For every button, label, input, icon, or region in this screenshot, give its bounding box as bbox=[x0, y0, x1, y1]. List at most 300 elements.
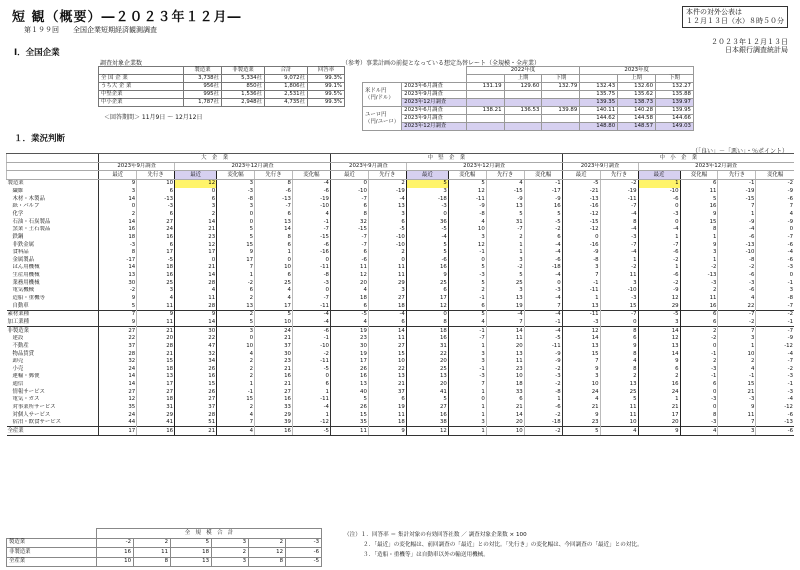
value-cell: -6 bbox=[292, 327, 330, 335]
coverage-cell: 1,536社 bbox=[222, 91, 265, 99]
coverage-header: 回答率 bbox=[308, 67, 345, 75]
value-cell: -12 bbox=[562, 226, 600, 234]
value-cell: 7 bbox=[524, 302, 562, 310]
industry-row bbox=[7, 295, 795, 303]
fx-currency-name: 米ドル円 bbox=[365, 87, 387, 94]
value-cell: -16 bbox=[562, 241, 600, 249]
value-cell: 0 bbox=[292, 373, 330, 381]
header-row bbox=[7, 154, 795, 163]
value-cell: 17 bbox=[255, 302, 293, 310]
value-cell: 6 bbox=[524, 233, 562, 241]
value-cell: -4 bbox=[600, 226, 638, 234]
value-cell: 17 bbox=[137, 249, 175, 257]
fx-currency-unit: （円/ユーロ） bbox=[365, 118, 400, 125]
value-cell: 20 bbox=[486, 419, 524, 427]
value-cell: 12 bbox=[406, 427, 448, 436]
value-cell: -10 bbox=[292, 342, 330, 350]
value-cell: 9 bbox=[175, 310, 217, 318]
all-sizes-cell: -3 bbox=[286, 538, 322, 548]
value-cell: 1 bbox=[217, 272, 255, 280]
col-forecast: 先行き bbox=[486, 171, 524, 180]
value-cell: 3 bbox=[562, 373, 600, 381]
value-cell: 37 bbox=[99, 342, 137, 350]
fx-rate bbox=[542, 115, 580, 123]
fx-rate bbox=[466, 115, 504, 123]
value-cell: 17 bbox=[638, 411, 680, 419]
value-cell: 1 bbox=[680, 233, 718, 241]
value-cell: 6 bbox=[255, 210, 293, 218]
value-cell: -10 bbox=[600, 287, 638, 295]
page-title: 短 観（概要）―２０２３年１２月― bbox=[12, 10, 242, 25]
value-cell: -2 bbox=[524, 226, 562, 234]
value-cell: -4 bbox=[524, 327, 562, 335]
value-cell: -2 bbox=[680, 335, 718, 343]
value-cell: 1 bbox=[638, 396, 680, 404]
industry-row bbox=[7, 179, 795, 187]
value-cell: 41 bbox=[137, 419, 175, 427]
coverage-label: 全 国 企 業 bbox=[99, 75, 184, 83]
value-cell: 21 bbox=[255, 335, 293, 343]
value-cell: 21 bbox=[137, 327, 175, 335]
value-cell: -8 bbox=[756, 295, 794, 303]
value-cell: -4 bbox=[600, 210, 638, 218]
value-cell: 22 bbox=[175, 335, 217, 343]
value-cell: 11 bbox=[330, 427, 368, 436]
value-cell: 3 bbox=[217, 203, 255, 211]
value-cell: 16 bbox=[406, 411, 448, 419]
value-cell: 6 bbox=[680, 318, 718, 326]
value-cell: -2 bbox=[524, 411, 562, 419]
value-cell: 13 bbox=[486, 203, 524, 211]
value-cell: 27 bbox=[255, 388, 293, 396]
header-row bbox=[7, 162, 795, 171]
value-cell: 6 bbox=[638, 365, 680, 373]
all-sizes-table bbox=[6, 528, 322, 567]
value-cell: 11 bbox=[368, 264, 406, 272]
value-cell: 15 bbox=[600, 302, 638, 310]
industry-label: 非製造業 bbox=[7, 327, 99, 335]
value-cell: 10 bbox=[718, 350, 756, 358]
value-cell: 16 bbox=[99, 226, 137, 234]
value-cell: 6 bbox=[137, 210, 175, 218]
value-cell: 2 bbox=[638, 373, 680, 381]
industry-label: 対事業所サービス bbox=[12, 404, 56, 411]
value-cell: -9 bbox=[718, 218, 756, 226]
value-cell: 11 bbox=[680, 295, 718, 303]
col-forecast: 先行き bbox=[137, 171, 175, 180]
value-cell: 9 bbox=[99, 179, 137, 187]
value-cell: -3 bbox=[600, 233, 638, 241]
value-cell: -13 bbox=[680, 272, 718, 280]
value-cell: 19 bbox=[368, 404, 406, 412]
coverage-cell: 995社 bbox=[184, 91, 222, 99]
value-cell: 18 bbox=[368, 419, 406, 427]
value-cell: 3 bbox=[718, 335, 756, 343]
value-cell: 19 bbox=[330, 327, 368, 335]
value-cell: -3 bbox=[448, 272, 486, 280]
value-cell: 8 bbox=[680, 226, 718, 234]
value-cell: -8 bbox=[562, 256, 600, 264]
fx-fy2023: 2023年度 bbox=[580, 67, 694, 75]
industry-label: 加工業種 bbox=[7, 318, 30, 325]
col-recent: 最近 bbox=[330, 171, 368, 180]
coverage-cell: 2,531社 bbox=[265, 91, 308, 99]
value-cell: 5 bbox=[486, 210, 524, 218]
value-cell: 24 bbox=[99, 365, 137, 373]
industry-row bbox=[7, 226, 795, 234]
value-cell: 8 bbox=[330, 210, 368, 218]
value-cell: 24 bbox=[638, 388, 680, 396]
industry-label: 情報サービス bbox=[12, 388, 45, 395]
value-cell: 9 bbox=[638, 427, 680, 436]
value-cell: 23 bbox=[562, 419, 600, 427]
value-cell: 13 bbox=[217, 302, 255, 310]
value-cell: 12 bbox=[562, 327, 600, 335]
value-cell: 21 bbox=[638, 404, 680, 412]
fx-rate: 149.03 bbox=[656, 123, 694, 131]
value-cell: 5 bbox=[562, 427, 600, 436]
value-cell: -7 bbox=[292, 295, 330, 303]
value-cell: 4 bbox=[600, 358, 638, 366]
value-cell: 16 bbox=[255, 427, 293, 436]
value-cell: 5 bbox=[330, 396, 368, 404]
value-cell: -3 bbox=[680, 279, 718, 287]
value-cell: -12 bbox=[292, 419, 330, 427]
industry-label: 運輸・郵便 bbox=[12, 373, 40, 380]
value-cell: 25 bbox=[137, 279, 175, 287]
value-cell: 8 bbox=[99, 249, 137, 257]
value-cell: -2 bbox=[638, 279, 680, 287]
value-cell: -6 bbox=[756, 411, 794, 419]
value-cell: 13 bbox=[562, 302, 600, 310]
industry-row bbox=[7, 335, 795, 343]
value-cell: 30 bbox=[175, 327, 217, 335]
value-cell: -15 bbox=[330, 226, 368, 234]
value-cell: -16 bbox=[562, 203, 600, 211]
value-cell: 4 bbox=[255, 295, 293, 303]
value-cell: 11 bbox=[368, 335, 406, 343]
footnote-3: ３．「造船・重機等」は自動車以外の輸送用機械。 bbox=[363, 552, 489, 558]
value-cell: -3 bbox=[756, 373, 794, 381]
value-cell: 14 bbox=[486, 411, 524, 419]
survey-sep-header: 2023年9月調査 bbox=[562, 162, 638, 171]
value-cell: 14 bbox=[175, 318, 217, 326]
value-cell: 4 bbox=[756, 210, 794, 218]
value-cell: 6 bbox=[448, 302, 486, 310]
value-cell: -9 bbox=[756, 188, 794, 196]
col-forecast: 先行き bbox=[600, 171, 638, 180]
value-cell: 14 bbox=[638, 350, 680, 358]
value-cell: -1 bbox=[448, 327, 486, 335]
value-cell: 4 bbox=[255, 287, 293, 295]
value-cell: 5 bbox=[406, 249, 448, 257]
value-cell: 6 bbox=[368, 318, 406, 326]
col-recent: 最近 bbox=[562, 171, 600, 180]
value-cell: 4 bbox=[217, 411, 255, 419]
value-cell: 4 bbox=[330, 287, 368, 295]
value-cell: 1 bbox=[217, 381, 255, 389]
value-cell: 0 bbox=[680, 388, 718, 396]
value-cell: 19 bbox=[486, 302, 524, 310]
value-cell: 0 bbox=[217, 218, 255, 226]
value-cell: 21 bbox=[175, 264, 217, 272]
value-cell: 6 bbox=[600, 335, 638, 343]
value-cell: 12 bbox=[99, 396, 137, 404]
value-cell: 2 bbox=[217, 365, 255, 373]
survey-dec-header: 2023年12月調査 bbox=[406, 162, 562, 171]
value-cell: 18 bbox=[406, 327, 448, 335]
value-cell: 18 bbox=[486, 381, 524, 389]
value-cell: 22 bbox=[368, 365, 406, 373]
all-sizes-cell: 10 bbox=[97, 557, 134, 567]
value-cell: -3 bbox=[680, 419, 718, 427]
fx-rate: 132.43 bbox=[580, 83, 618, 91]
value-cell: 7 bbox=[718, 327, 756, 335]
value-cell: 3 bbox=[99, 188, 137, 196]
value-cell: 9 bbox=[562, 365, 600, 373]
value-cell: 9 bbox=[406, 272, 448, 280]
value-cell: 28 bbox=[175, 411, 217, 419]
value-cell: -3 bbox=[680, 365, 718, 373]
value-cell: 0 bbox=[524, 279, 562, 287]
value-cell: -2 bbox=[217, 279, 255, 287]
value-cell: 4 bbox=[562, 396, 600, 404]
value-cell: -7 bbox=[756, 233, 794, 241]
value-cell: 8 bbox=[680, 411, 718, 419]
value-cell: 10 bbox=[137, 179, 175, 187]
col-forecast: 先行き bbox=[255, 171, 293, 180]
industry-row bbox=[7, 388, 795, 396]
value-cell: -18 bbox=[406, 195, 448, 203]
corner-cell bbox=[7, 171, 99, 180]
fx-rate: 140.28 bbox=[618, 107, 656, 115]
industry-row bbox=[7, 381, 795, 389]
all-sizes-cell: 16 bbox=[97, 548, 134, 558]
value-cell: 10 bbox=[600, 419, 638, 427]
coverage-label: うち大 企 業 bbox=[99, 83, 184, 91]
value-cell: -2 bbox=[524, 427, 562, 436]
value-cell: -9 bbox=[756, 335, 794, 343]
value-cell: 31 bbox=[137, 404, 175, 412]
industry-label: 小売 bbox=[12, 365, 24, 372]
value-cell: 1 bbox=[562, 295, 600, 303]
industry-row bbox=[7, 373, 795, 381]
value-cell: 3 bbox=[562, 264, 600, 272]
value-cell: 7 bbox=[448, 381, 486, 389]
value-cell: 6 bbox=[368, 396, 406, 404]
fx-rate: 139.89 bbox=[542, 107, 580, 115]
publication-info bbox=[711, 38, 788, 54]
release-notice bbox=[682, 6, 788, 28]
coverage-cell: 2,948社 bbox=[222, 99, 265, 107]
value-cell: 8 bbox=[255, 179, 293, 187]
value-cell: -2 bbox=[718, 318, 756, 326]
value-cell: -6 bbox=[638, 195, 680, 203]
value-cell: 21 bbox=[175, 226, 217, 234]
value-cell: -10 bbox=[638, 188, 680, 196]
value-cell: -15 bbox=[718, 195, 756, 203]
value-cell: 6 bbox=[330, 302, 368, 310]
col-change: 変化幅 bbox=[680, 171, 718, 180]
value-cell: -4 bbox=[292, 310, 330, 318]
industry-label: 全産業 bbox=[7, 427, 99, 436]
value-cell: -7 bbox=[330, 233, 368, 241]
value-cell: 13 bbox=[486, 350, 524, 358]
value-cell: 8 bbox=[600, 218, 638, 226]
value-cell: 14 bbox=[99, 218, 137, 226]
industry-label: はん用機械 bbox=[12, 264, 40, 271]
value-cell: 9 bbox=[600, 342, 638, 350]
value-cell: 16 bbox=[406, 264, 448, 272]
value-cell: 15 bbox=[330, 411, 368, 419]
fx-row bbox=[363, 83, 694, 91]
value-cell: 21 bbox=[255, 381, 293, 389]
industry-row bbox=[7, 318, 795, 326]
value-cell: 44 bbox=[99, 419, 137, 427]
value-cell: -1 bbox=[756, 279, 794, 287]
value-cell: -4 bbox=[368, 195, 406, 203]
value-cell: 39 bbox=[255, 419, 293, 427]
value-cell: 4 bbox=[217, 350, 255, 358]
value-cell: -3 bbox=[217, 188, 255, 196]
industry-label: 食料品 bbox=[12, 249, 29, 256]
value-cell: -4 bbox=[406, 233, 448, 241]
value-cell: -15 bbox=[486, 188, 524, 196]
value-cell: 21 bbox=[486, 404, 524, 412]
fx-rate: 144.66 bbox=[656, 115, 694, 123]
value-cell: 0 bbox=[562, 233, 600, 241]
value-cell: -6 bbox=[292, 241, 330, 249]
value-cell: -11 bbox=[292, 396, 330, 404]
fx-survey-label: 2023年9月調査 bbox=[402, 115, 467, 123]
value-cell: 11 bbox=[600, 404, 638, 412]
value-cell: -4 bbox=[756, 350, 794, 358]
value-cell: 4 bbox=[718, 365, 756, 373]
value-cell: 6 bbox=[255, 272, 293, 280]
value-cell: 1 bbox=[718, 210, 756, 218]
fx-currency-label bbox=[363, 107, 402, 131]
value-cell: -1 bbox=[524, 179, 562, 187]
value-cell: -3 bbox=[680, 396, 718, 404]
fx-currency-unit: （円/ドル） bbox=[365, 94, 394, 101]
value-cell: 40 bbox=[330, 388, 368, 396]
col-recent: 最近 bbox=[99, 171, 137, 180]
fx-rate: 135.88 bbox=[656, 91, 694, 99]
value-cell: 21 bbox=[368, 381, 406, 389]
value-cell: -6 bbox=[756, 195, 794, 203]
value-cell: 25 bbox=[600, 388, 638, 396]
col-recent: 最近 bbox=[638, 171, 680, 180]
value-cell: 26 bbox=[330, 404, 368, 412]
value-cell: 8 bbox=[600, 365, 638, 373]
value-cell: 15 bbox=[217, 396, 255, 404]
value-cell: 7 bbox=[562, 272, 600, 280]
value-cell: 26 bbox=[175, 365, 217, 373]
value-cell: 28 bbox=[99, 350, 137, 358]
value-cell: 38 bbox=[406, 419, 448, 427]
all-sizes-label: 非製造業 bbox=[7, 548, 97, 558]
all-sizes-cell: -5 bbox=[286, 557, 322, 567]
value-cell: 11 bbox=[368, 272, 406, 280]
value-cell: 9 bbox=[368, 427, 406, 436]
value-cell: 6 bbox=[330, 249, 368, 257]
value-cell: 16 bbox=[175, 373, 217, 381]
value-cell: 37 bbox=[175, 404, 217, 412]
value-cell: 18 bbox=[137, 264, 175, 272]
coverage-cell: 5,334社 bbox=[222, 75, 265, 83]
value-cell: -3 bbox=[600, 295, 638, 303]
value-cell: 1 bbox=[292, 388, 330, 396]
value-cell: -18 bbox=[524, 264, 562, 272]
all-sizes-cell: 12 bbox=[249, 548, 286, 558]
value-cell: 5 bbox=[217, 226, 255, 234]
value-cell: 1 bbox=[524, 396, 562, 404]
fx-row bbox=[363, 107, 694, 115]
all-sizes-cell: 11 bbox=[134, 548, 171, 558]
value-cell: 47 bbox=[175, 342, 217, 350]
coverage-cell: 1,806社 bbox=[265, 83, 308, 91]
value-cell: -4 bbox=[756, 396, 794, 404]
all-sizes-cell: 8 bbox=[249, 557, 286, 567]
value-cell: -8 bbox=[292, 272, 330, 280]
value-cell: 11 bbox=[137, 318, 175, 326]
value-cell: -1 bbox=[680, 350, 718, 358]
value-cell: -6 bbox=[255, 188, 293, 196]
value-cell: -1 bbox=[292, 335, 330, 343]
fx-rate bbox=[466, 99, 504, 107]
value-cell: 9 bbox=[562, 411, 600, 419]
value-cell: 32 bbox=[330, 218, 368, 226]
value-cell: -21 bbox=[562, 188, 600, 196]
value-cell: -13 bbox=[137, 195, 175, 203]
value-cell: 10 bbox=[217, 342, 255, 350]
value-cell: 3 bbox=[680, 249, 718, 257]
fx-table bbox=[362, 66, 694, 131]
value-cell: 5 bbox=[448, 179, 486, 187]
value-cell: 20 bbox=[406, 381, 448, 389]
value-cell: 6 bbox=[680, 179, 718, 187]
col-change: 変化幅 bbox=[292, 171, 330, 180]
value-cell: 0 bbox=[292, 256, 330, 264]
value-cell: 3 bbox=[137, 287, 175, 295]
survey-dec-header: 2023年12月調査 bbox=[638, 162, 794, 171]
value-cell: 3 bbox=[486, 256, 524, 264]
value-cell: 2 bbox=[680, 327, 718, 335]
value-cell: 7 bbox=[217, 419, 255, 427]
value-cell: 0 bbox=[638, 203, 680, 211]
industry-label: 通信 bbox=[12, 381, 24, 388]
all-sizes-label: 製造業 bbox=[7, 538, 97, 548]
all-sizes-cell: 18 bbox=[171, 548, 212, 558]
value-cell: -4 bbox=[524, 272, 562, 280]
value-cell: 3 bbox=[756, 287, 794, 295]
value-cell: -7 bbox=[486, 226, 524, 234]
industry-label: 建設 bbox=[12, 335, 24, 342]
value-cell: 3 bbox=[448, 419, 486, 427]
value-cell: 13 bbox=[330, 381, 368, 389]
value-cell: -4 bbox=[292, 404, 330, 412]
industry-row bbox=[7, 233, 795, 241]
footnote-2: ２．「最近」の変化幅は、前回調査の「最近」との対比。「先行き」の変化幅は、今回調査の「最近」との対比。 bbox=[363, 542, 643, 548]
value-cell: 14 bbox=[99, 381, 137, 389]
value-cell: 3 bbox=[448, 358, 486, 366]
value-cell: -1 bbox=[562, 279, 600, 287]
industry-row bbox=[7, 195, 795, 203]
industry-label: 自動車 bbox=[12, 302, 29, 309]
value-cell: 20 bbox=[406, 358, 448, 366]
value-cell: -6 bbox=[638, 272, 680, 280]
all-sizes-cell: 2 bbox=[212, 548, 249, 558]
